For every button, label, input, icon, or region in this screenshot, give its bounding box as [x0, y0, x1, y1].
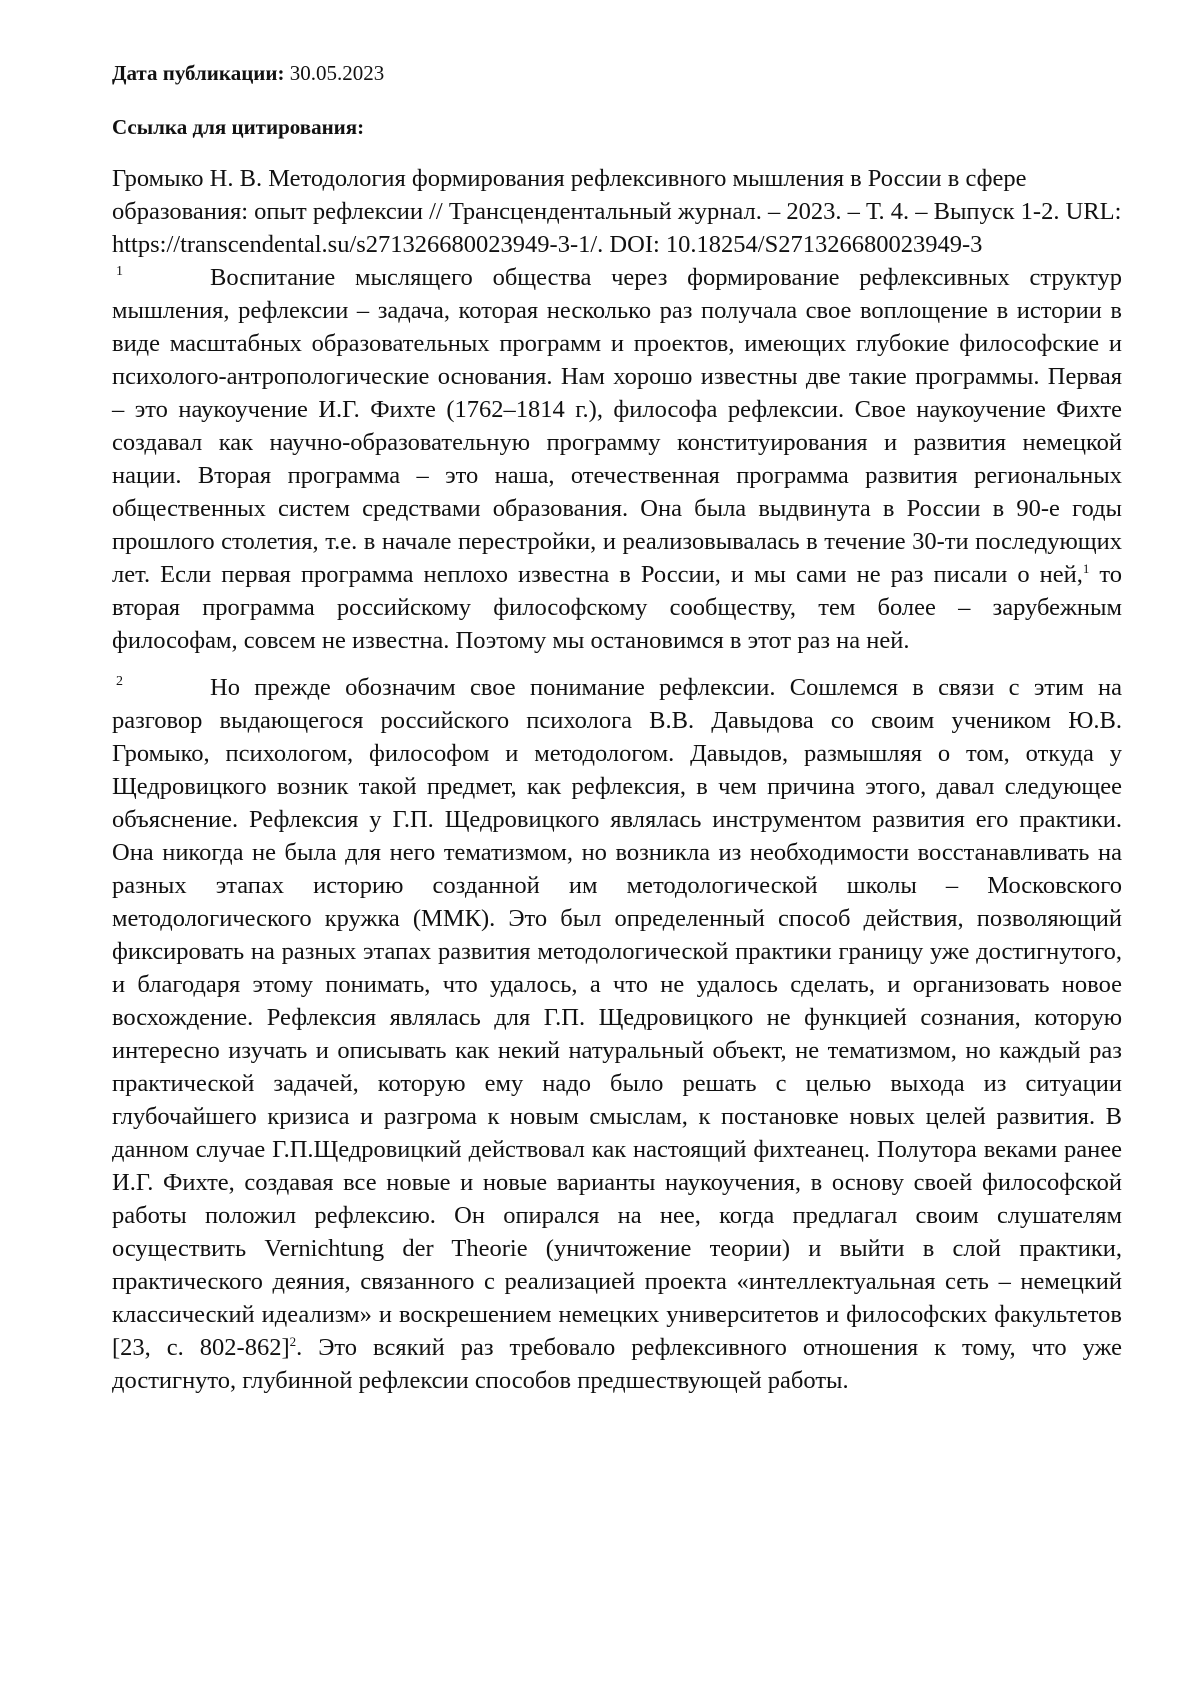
paragraph-text-part: Но прежде обозначим свое понимание рефлексии. Сошлемся в связи с этим на разговор выдающегося российского психолога В.В. Давыдова со своим учеником Ю.В. Громыко, психологом, философом и методологом. Давыдов, размышляя о том, откуда у Щедровицкого возник такой предмет, как рефлексия, в чем причина этого, давал следующее объяснение. Рефлексия у Г.П. Щедровицкого являлась инструментом развития его практики. Она никогда не была для него тематизмом, но возникла из необходимости восстанавливать на разных этапах историю созданной им методологической школы – Московского методологического кружка (ММК). Это был определенный способ действия, позволяющий фиксировать на разных этапах развития методологической практики границу уже достигнутого, и благодаря этому понимать, что удалось, а что не удалось сделать, и организовать новое восхождение. Рефлексия являлась для Г.П. Щедровицкого не функцией сознания, которую интересно изучать и описывать как некий натуральный объект, не тематизмом, но каждый раз практической задачей, которую ему надо было решать с целью выхода из ситуации глубочайшего кризиса и разгрома к новым смыслам, к постановке новых целей развития. В данном случае Г.П.Щедровицкий действовал как настоящий фихтеанец. Полутора веками ранее И.Г. Фихте, создавая все новые и новые варианты наукоучения, в основу своей философской работы положил рефлексию. Он опирался на нее, когда предлагал своим слушателям осуществить Vernichtung der Theorie (уничтожение теории) и выйти в слой практики, практического деяния, связанного с реализацией проекта «интеллектуальная сеть – немецкий классический идеализм» и воскрешением немецких университетов и философских факультетов [23, с. 802-862]	[112, 674, 1122, 1361]
publication-date	[112, 58, 1122, 88]
publication-date-value: 30.05.2023	[289, 61, 385, 85]
citation-heading-label: Ссылка для цитирования:	[112, 115, 365, 139]
paragraph-text-part: то вторая программа российскому философскому сообществу, тем более – зарубежным философам, совсем не известна. Поэтому мы остановимся в этот раз на ней.	[112, 561, 1122, 654]
paragraph-text	[112, 261, 1122, 657]
publication-date-label: Дата публикации:	[112, 61, 285, 85]
paragraph-text-part: . Это всякий раз требовало рефлексивного отношения к тому, что уже достигнуто, глубинной рефлексии способов предшествующей работы.	[112, 1334, 1122, 1394]
document-page	[112, 58, 1122, 1397]
paragraph-1	[112, 261, 1122, 657]
citation-text: Громыко Н. В. Методология формирования рефлексивного мышления в России в сфере образования: опыт рефлексии // Трансцендентальный журнал. – 2023. – Т. 4. – Выпуск 1-2. URL: https://transcendental.su/s271326680023949-3-1/. DOI: 10.18254/S271326680023949-3	[112, 165, 1122, 258]
footnote-ref[interactable]: 1	[1082, 560, 1090, 576]
paragraph-2	[112, 671, 1122, 1397]
paragraph-number: 2	[116, 674, 123, 689]
footnote-ref[interactable]: 2	[289, 1333, 297, 1349]
paragraph-number: 1	[116, 264, 123, 279]
citation-heading	[112, 112, 1122, 142]
paragraph-text	[112, 671, 1122, 1397]
paragraph-text-part: Воспитание мыслящего общества через формирование рефлексивных структур мышления, рефлексии – задача, которая несколько раз получала свое воплощение в истории в виде масштабных образовательных программ и проектов, имеющих глубокие философские и психолого-антропологические основания. Нам хорошо известны две такие программы. Первая – это наукоучение И.Г. Фихте (1762–1814 г.), философа рефлексии. Свое наукоучение Фихте создавал как научно-образовательную программу конституирования и развития немецкой нации. Вторая программа – это наша, отечественная программа развития региональных общественных систем средствами образования. Она была выдвинута в России в 90-е годы прошлого столетия, т.е. в начале перестройки, и реализовывалась в течение 30-ти последующих лет. Если первая программа неплохо известна в России, и мы сами не раз писали о ней,	[112, 264, 1122, 588]
